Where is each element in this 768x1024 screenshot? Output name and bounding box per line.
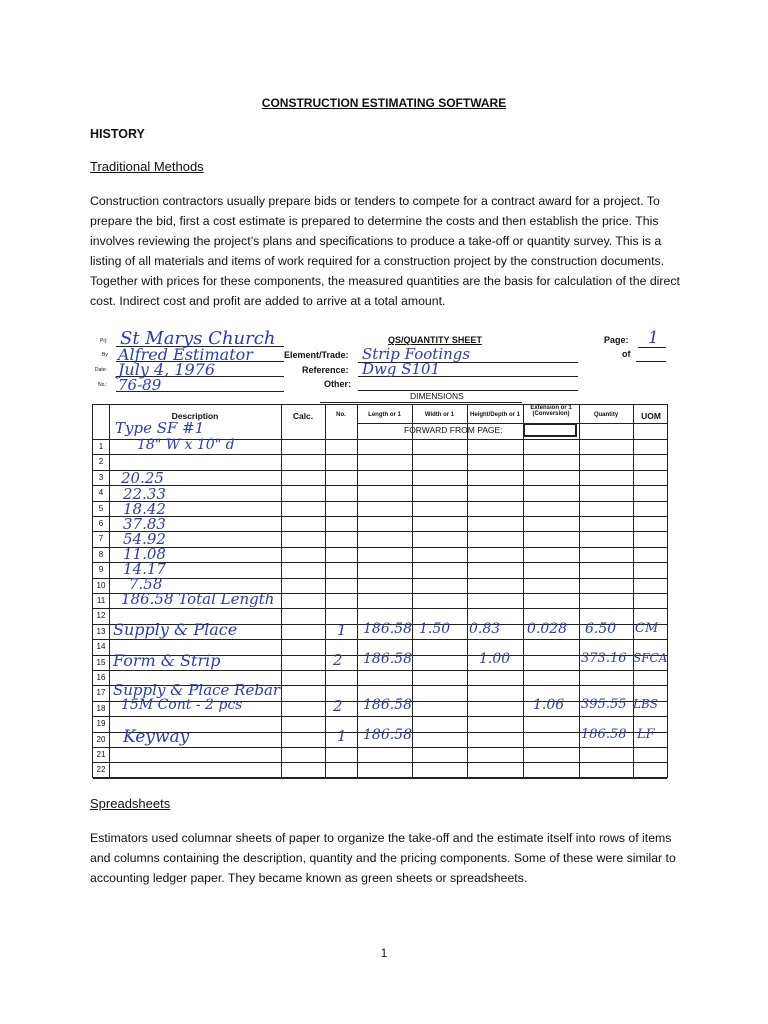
spreadsheets-heading: Spreadsheets [90, 796, 171, 811]
hw-row13-hgt: 0.83 [469, 621, 501, 637]
hw-row20-desc: Keyway [123, 727, 190, 747]
of-label: of [622, 349, 631, 359]
hw-row18-len: 186.58 [363, 697, 412, 713]
col-description: Description [171, 411, 219, 421]
hw-row13-ext: 0.028 [527, 621, 568, 637]
hw-row13-len: 186.58 [363, 621, 412, 637]
document-title: CONSTRUCTION ESTIMATING SOFTWARE [261, 96, 507, 110]
date-value: July 4, 1976 [118, 360, 216, 379]
by-label: By [102, 352, 108, 358]
hw-row5: 18.42 [123, 500, 166, 518]
hw-row8: 11.08 [123, 545, 166, 563]
row-number: 11 [96, 596, 106, 605]
reference-label: Reference: [302, 365, 349, 375]
row-number: 2 [98, 457, 104, 467]
quantity-grid [92, 404, 668, 778]
row-number: 18 [96, 703, 106, 713]
hw-row6: 37.83 [123, 515, 166, 533]
project-value: St Marys Church [120, 328, 276, 349]
date-label: Date: [95, 367, 107, 373]
hw-row18-qty: 395.55 [581, 697, 627, 712]
hw-row15-hgt: 1.00 [479, 651, 511, 667]
hw-type-header: Type SF #1 [115, 419, 205, 437]
hw-row7: 54.92 [123, 530, 166, 548]
element-trade-value: Strip Footings [362, 345, 471, 363]
col-no: No. [336, 412, 346, 418]
hw-row20-qty: 186.58 [581, 727, 627, 742]
hw-row1: 18" W x 10" d [137, 437, 235, 453]
hw-row15-desc: Form & Strip [113, 651, 221, 670]
col-height: Height/Depth or 1 [469, 412, 520, 418]
page-value: 1 [648, 328, 659, 348]
prj-label: Prj: [100, 338, 108, 344]
hw-row13-wid: 1.50 [419, 621, 451, 637]
sheet-title: QS/QUANTITY SHEET [388, 335, 482, 345]
row-number: 16 [96, 673, 106, 682]
hw-row18-no: 2 [333, 697, 343, 715]
col-quantity: Quantity [593, 412, 619, 418]
no-label: No.: [98, 382, 108, 388]
hw-row10: 7.58 [129, 575, 163, 593]
hw-row9: 14.17 [123, 560, 166, 578]
hw-row20-uom: LF [637, 727, 655, 742]
quantity-sheet-image [92, 328, 670, 780]
hw-row13-qty: 6.50 [585, 621, 617, 637]
hw-row4: 22.33 [123, 485, 166, 503]
by-value: Alfred Estimator [118, 345, 253, 364]
hw-row18-desc: 15M Cont - 2 pcs [121, 697, 243, 713]
hw-row18-ext: 1.06 [533, 697, 565, 713]
hw-row13-uom: CM [635, 621, 659, 636]
row-number: 12 [96, 611, 106, 621]
forward-box [523, 423, 577, 437]
row-number: 14 [96, 642, 106, 652]
col-calc: Calc. [292, 411, 314, 421]
row-number: 3 [98, 472, 104, 482]
page-label: Page: [604, 335, 629, 345]
row-number: 7 [98, 534, 104, 544]
hw-row18-uom: LBS [633, 697, 659, 711]
spreadsheets-paragraph: Estimators used columnar sheets of paper to organize the take-off and the estimate itself into rows of items and columns containing the description, quantity and the pricing components. Some of these were similar to accounting ledger paper. They became known as green sheets or spreadsheets. [90, 831, 676, 885]
row-number: 10 [96, 580, 106, 590]
hw-row15-uom: SFCA [633, 651, 668, 665]
history-heading: HISTORY [90, 127, 145, 141]
element-trade-label: Element/Trade: [284, 350, 349, 360]
row-number: 21 [96, 750, 106, 759]
hw-row3: 20.25 [121, 469, 164, 487]
row-number: 22 [96, 765, 106, 775]
hw-row13-no: 1 [337, 621, 347, 639]
col-length: Length or 1 [368, 412, 401, 418]
traditional-methods-heading: Traditional Methods [90, 159, 204, 174]
col-width: Width or 1 [424, 412, 455, 418]
row-number: 17 [96, 688, 106, 698]
hw-row17-desc: Supply & Place Rebar [113, 681, 281, 699]
row-number: 4 [98, 488, 104, 498]
hw-row20-len: 186.58 [363, 727, 412, 743]
row-number: 5 [98, 503, 104, 513]
no-value: 76-89 [118, 376, 162, 394]
row-number: 20 [96, 734, 106, 744]
row-number: 19 [96, 719, 106, 729]
other-label: Other: [324, 379, 351, 389]
row-number: 13 [96, 626, 106, 636]
hw-row15-qty: 373.16 [581, 651, 627, 666]
page-number: 1 [380, 946, 388, 960]
hw-row11: 186.58 Total Length [121, 590, 275, 608]
col-uom: UOM [641, 411, 661, 421]
forward-from-page-label: FORWARD FROM PAGE: [404, 425, 503, 435]
row-number: 6 [98, 519, 104, 528]
hw-row20-no: 1 [337, 727, 347, 745]
row-number: 15 [96, 657, 106, 667]
row-number: 1 [98, 442, 104, 451]
row-number: 8 [98, 549, 104, 559]
dimensions-label: DIMENSIONS [410, 391, 464, 401]
row-number: 9 [98, 565, 104, 575]
col-extension: Extension or 1 (Conversion) [530, 405, 572, 417]
reference-value: Dwg S101 [362, 360, 441, 378]
traditional-methods-paragraph: Construction contractors usually prepare bids or tenders to compete for a contract award for a project. To prepare the bid, first a cost estimate is prepared to determine the costs and then establish the price. This involves reviewing the project’s plans and specifications to produce a take-off or quantity survey. This is a listing of all materials and items of work required for a construction project by the construction documents. Together with prices for these components, the measured quantities are the basis for calculation of the direct cost. Indirect cost and profit are added to arrive at a total amount. [90, 194, 680, 308]
hw-row15-no: 2 [333, 651, 343, 669]
hw-row13-desc: Supply & Place [113, 620, 238, 639]
hw-row15-len: 186.58 [363, 651, 412, 667]
